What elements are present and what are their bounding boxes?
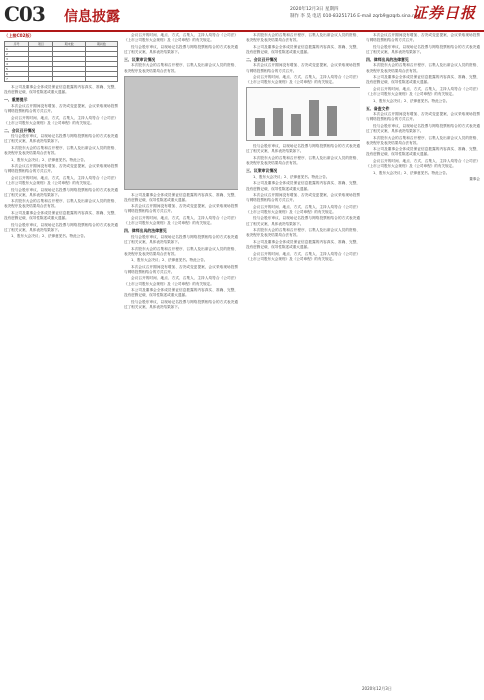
body-paragraph: 会议召开的时间、地点、方式、召集人、主持人均符合《公司法》《上市公司股东大会规则》及《公司章程》的有关规定。 — [246, 204, 360, 214]
body-paragraph: 经与会股东审议，以现场记名投票与网络投票相结合的方式表决通过了相关议案，具体表决结果如下。 — [366, 44, 480, 54]
newspaper-body — [0, 33, 484, 698]
body-paragraph: 会议召开的时间、地点、方式、召集人、主持人均符合《公司法》《上市公司股东大会规则》及《公司章程》的有关规定。 — [124, 276, 238, 286]
figure-bar — [309, 100, 319, 136]
body-paragraph: 1、股东大会决议；2、法律意见书。特此公告。 — [11, 234, 88, 239]
disclosure-table — [4, 41, 118, 82]
body-paragraph: 本次股东大会的召集和召开程序、召集人及出席会议人员的资格、表决程序及表决结果均合法有效。 — [246, 156, 360, 166]
section-heading: 一、重要提示 — [4, 97, 28, 103]
body-paragraph: 会议召开的时间、地点、方式、召集人、主持人均符合《公司法》《上市公司股东大会规则》及《公司章程》的有关规定。 — [4, 115, 118, 125]
table-header-cell: 期初数 — [85, 42, 117, 47]
body-paragraph: 本次股东大会的召集和召开程序、召集人及出席会议人员的资格、表决程序及表决结果均合法有效。 — [366, 135, 480, 145]
figure-bar — [255, 118, 265, 136]
column-1 — [4, 33, 118, 698]
section-title: 信息披露 — [64, 9, 120, 25]
table-header-cell: 项目 — [29, 42, 53, 47]
body-paragraph: 1、股东大会决议；2、法律意见书。特此公告。 — [373, 170, 450, 175]
body-paragraph: 会议召开的时间、地点、方式、召集人、主持人均符合《公司法》《上市公司股东大会规则》及《公司章程》的有关规定。 — [246, 75, 360, 85]
body-paragraph: 会议召开的时间、地点、方式、召集人、主持人均符合《公司法》《上市公司股东大会规则》及《公司章程》的有关规定。 — [246, 251, 360, 261]
table-cell: 1 — [5, 47, 29, 52]
body-paragraph: 本次会议召开期间没有增加、否决或变更提案，会议采取现场投票与网络投票相结合的方式召开。 — [124, 264, 238, 274]
body-paragraph: 本次股东大会的召集和召开程序、召集人及出席会议人员的资格、表决程序及表决结果均合法有效。 — [4, 146, 118, 156]
body-paragraph: 本公司及董事会全体成员保证信息披露的内容真实、准确、完整，没有虚假记载、误导性陈述或重大遗漏。 — [4, 211, 118, 221]
body-paragraph: 本次会议召开期间没有增加、否决或变更提案，会议采取现场投票与网络投票相结合的方式召开。 — [246, 193, 360, 203]
table-cell — [85, 77, 117, 82]
figure-bar — [327, 106, 337, 136]
table-cell: 2 — [5, 52, 29, 57]
signature-line: 董事会 — [469, 177, 480, 182]
body-paragraph: 本次股东大会的召集和召开程序、召集人及出席会议人员的资格、表决程序及表决结果均合法有效。 — [124, 63, 238, 73]
section-heading: 四、律师出具的法律意见 — [366, 56, 409, 62]
figure-bar — [273, 108, 283, 136]
section-heading: 三、议案审议情况 — [246, 168, 278, 174]
body-paragraph: 经与会股东审议，以现场记名投票与网络投票相结合的方式表决通过了相关议案，具体表决结果如下。 — [4, 222, 118, 232]
body-paragraph: 经与会股东审议，以现场记名投票与网络投票相结合的方式表决通过了相关议案，具体表决结果如下。 — [124, 44, 238, 54]
table-cell: 4 — [5, 62, 29, 67]
body-paragraph: 本公司及董事会全体成员保证信息披露的内容真实、准确、完整，没有虚假记载、误导性陈述或重大遗漏。 — [4, 85, 118, 95]
body-paragraph: 会议召开的时间、地点、方式、召集人、主持人均符合《公司法》《上市公司股东大会规则》及《公司章程》的有关规定。 — [366, 86, 480, 96]
table-cell — [53, 77, 85, 82]
table-cell: 3 — [5, 57, 29, 62]
body-paragraph: 本次会议召开期间没有增加、否决或变更提案，会议采取现场投票与网络投票相结合的方式召开。 — [124, 204, 238, 214]
body-paragraph: 会议召开的时间、地点、方式、召集人、主持人均符合《公司法》《上市公司股东大会规则》及《公司章程》的有关规定。 — [124, 33, 238, 43]
body-paragraph: 经与会股东审议，以现场记名投票与网络投票相结合的方式表决通过了相关议案，具体表决结果如下。 — [246, 216, 360, 226]
body-paragraph: 本公司及董事会全体成员保证信息披露的内容真实、准确、完整，没有虚假记载、误导性陈述或重大遗漏。 — [124, 192, 238, 202]
table-row — [5, 77, 118, 82]
page-code: C03 — [4, 2, 45, 26]
figure-bar — [291, 114, 301, 136]
section-heading: 三、议案审议情况 — [124, 56, 156, 62]
body-paragraph: 本公司及董事会全体成员保证信息披露的内容真实、准确、完整，没有虚假记载、误导性陈述或重大遗漏。 — [246, 181, 360, 191]
body-paragraph: 1、股东大会决议；2、法律意见书。特此公告。 — [373, 98, 450, 103]
body-paragraph: 本次会议召开期间没有增加、否决或变更提案，会议采取现场投票与网络投票相结合的方式召开。 — [4, 103, 118, 113]
body-paragraph: 经与会股东审议，以现场记名投票与网络投票相结合的方式表决通过了相关议案，具体表决结果如下。 — [246, 144, 360, 154]
section-heading: 五、备查文件 — [366, 105, 390, 111]
table-header-cell: 期末数 — [53, 42, 85, 47]
section-heading: 四、律师出具的法律意见 — [124, 228, 167, 234]
body-paragraph: 本次会议召开期间没有增加、否决或变更提案，会议采取现场投票与网络投票相结合的方式召开。 — [366, 33, 480, 43]
document-figure — [246, 87, 360, 141]
column-3 — [246, 33, 360, 698]
body-paragraph: 本次股东大会的召集和召开程序、召集人及出席会议人员的资格、表决程序及表决结果均合法有效。 — [246, 33, 360, 43]
body-paragraph: 经与会股东审议，以现场记名投票与网络投票相结合的方式表决通过了相关议案，具体表决结果如下。 — [4, 134, 118, 144]
body-paragraph: 会议召开的时间、地点、方式、召集人、主持人均符合《公司法》《上市公司股东大会规则》及《公司章程》的有关规定。 — [366, 158, 480, 169]
body-paragraph: 本次股东大会的召集和召开程序、召集人及出席会议人员的资格、表决程序及表决结果均合法有效。 — [124, 246, 238, 256]
table-cell — [29, 77, 53, 82]
body-paragraph: 经与会股东审议，以现场记名投票与网络投票相结合的方式表决通过了相关议案，具体表决结果如下。 — [124, 234, 238, 244]
body-paragraph: 经与会股东审议，以现场记名投票与网络投票相结合的方式表决通过了相关议案，具体表决结果如下。 — [124, 299, 238, 309]
body-paragraph: 本公司及董事会全体成员保证信息披露的内容真实、准确、完整，没有虚假记载、误导性陈述或重大遗漏。 — [366, 147, 480, 157]
body-paragraph: 1、股东大会决议；2、法律意见书。特此公告。 — [11, 157, 88, 162]
body-paragraph: 本公司及董事会全体成员保证信息披露的内容真实、准确、完整，没有虚假记载、误导性陈述或重大遗漏。 — [246, 44, 360, 54]
section-heading: 二、会议召开情况 — [246, 56, 278, 62]
editor-meta: 制作 李 昊 电话 010-83251716 E-mail zqrb9@zqrb.sina.net — [290, 14, 420, 19]
body-paragraph: 本公司及董事会全体成员保证信息披露的内容真实、准确、完整，没有虚假记载、误导性陈述或重大遗漏。 — [124, 288, 238, 298]
column-2 — [124, 33, 238, 698]
section-heading: 二、会议召开情况 — [4, 127, 36, 133]
body-paragraph: 1、股东大会决议；2、法律意见书。特此公告。 — [253, 174, 330, 179]
body-paragraph: 本次股东大会的召集和召开程序、召集人及出席会议人员的资格、表决程序及表决结果均合法有效。 — [246, 228, 360, 238]
body-paragraph: 本次会议召开期间没有增加、否决或变更提案，会议采取现场投票与网络投票相结合的方式召开。 — [366, 112, 480, 122]
table-cell: 6 — [5, 72, 29, 77]
body-paragraph: 1、股东大会决议；2、法律意见书。特此公告。 — [131, 258, 208, 263]
table-cell: 5 — [5, 67, 29, 72]
body-paragraph: 本次股东大会的召集和召开程序、召集人及出席会议人员的资格、表决程序及表决结果均合法有效。 — [366, 63, 480, 73]
body-paragraph: 本次会议召开期间没有增加、否决或变更提案，会议采取现场投票与网络投票相结合的方式召开。 — [4, 164, 118, 174]
body-paragraph: 本公司及董事会全体成员保证信息披露的内容真实、准确、完整，没有虚假记载、误导性陈述或重大遗漏。 — [366, 75, 480, 85]
column-4 — [366, 33, 480, 698]
footer-date: 2020年12月3日 — [362, 686, 392, 691]
body-paragraph: 会议召开的时间、地点、方式、召集人、主持人均符合《公司法》《上市公司股东大会规则》及《公司章程》的有关规定。 — [4, 176, 118, 186]
body-paragraph: 本公司及董事会全体成员保证信息披露的内容真实、准确、完整，没有虚假记载、误导性陈述或重大遗漏。 — [246, 239, 360, 249]
body-paragraph: 本次会议召开期间没有增加、否决或变更提案，会议采取现场投票与网络投票相结合的方式召开。 — [246, 63, 360, 73]
issue-date: 2020年12月3日 星期四 — [290, 7, 339, 12]
body-paragraph: 会议召开的时间、地点、方式、召集人、主持人均符合《公司法》《上市公司股东大会规则》及《公司章程》的有关规定。 — [124, 216, 238, 226]
document-image — [124, 76, 238, 190]
body-paragraph: 本次股东大会的召集和召开程序、召集人及出席会议人员的资格、表决程序及表决结果均合法有效。 — [4, 199, 118, 209]
table-cell: 7 — [5, 77, 29, 82]
masthead-logo: 证券日报 — [412, 4, 477, 22]
continued-heading: （上接C02版） — [4, 33, 34, 38]
body-paragraph: 经与会股东审议，以现场记名投票与网络投票相结合的方式表决通过了相关议案，具体表决结果如下。 — [4, 187, 118, 197]
body-paragraph: 经与会股东审议，以现场记名投票与网络投票相结合的方式表决通过了相关议案，具体表决结果如下。 — [366, 123, 480, 133]
page-header — [0, 0, 484, 32]
table-header-cell: 序号 — [5, 42, 29, 47]
